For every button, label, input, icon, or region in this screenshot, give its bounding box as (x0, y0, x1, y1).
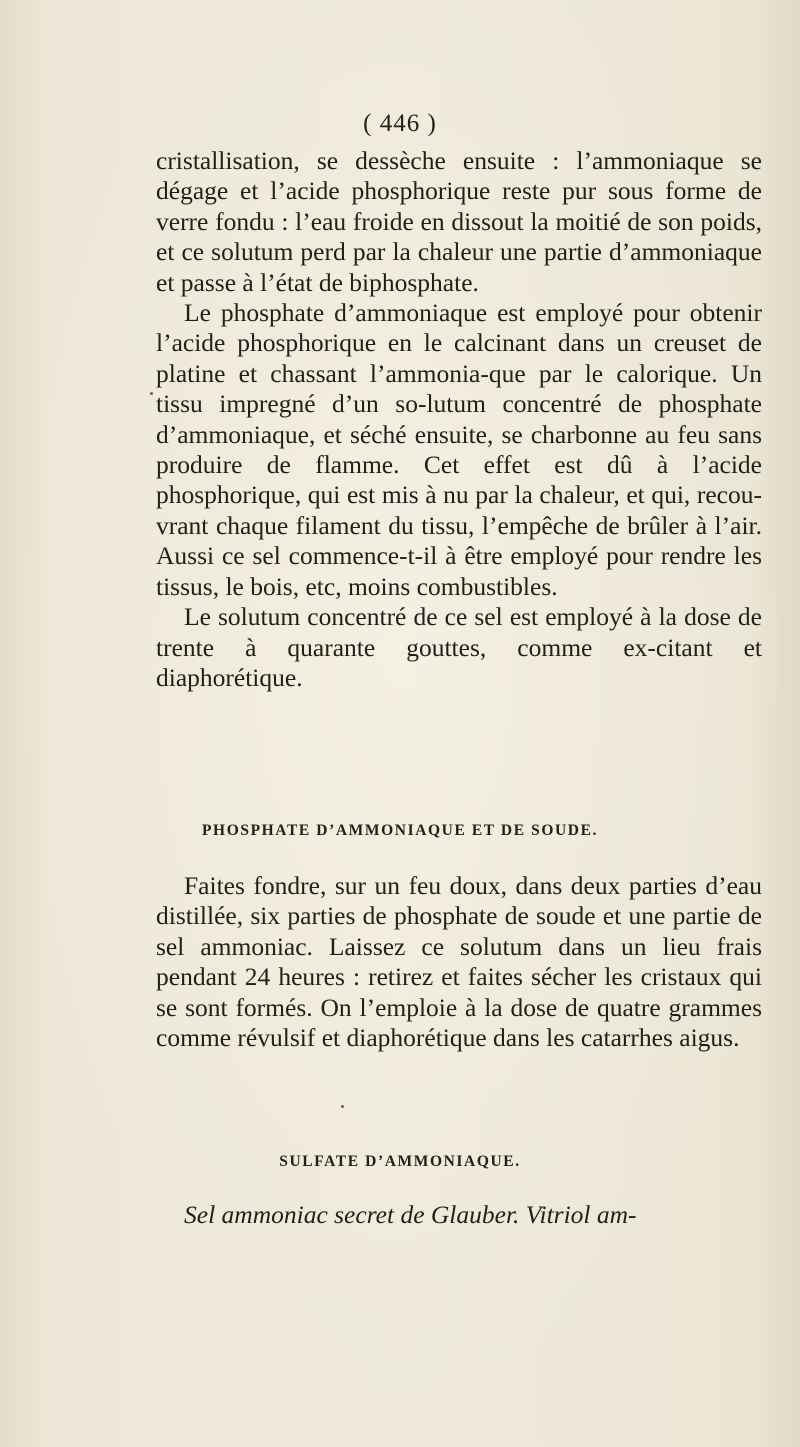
section-heading-phosphate-soude: PHOSPHATE D’AMMONIAQUE ET DE SOUDE. (201, 822, 599, 839)
paragraph-ammonium-phosphate-properties: cristallisation, se dessèche ensuite : l’ammoniaque se dégage et l’acide phosphorique reste pur sous forme de verre fondu : l’eau froide en dissout la moitié de son poids, et ce solutum perd par la chaleur une partie d’ammoniaque et passe à l’état de biphosphate. (156, 146, 762, 297)
paragraph-ammonium-phosphate-dose: Le solutum concentré de ce sel est employé à la dose de trente à quarante gouttes, comme ex-citant et diaphorétique. (156, 602, 762, 692)
text-block-top (156, 146, 762, 693)
text-block-bottom (156, 1200, 762, 1230)
ink-speck (150, 392, 153, 395)
page-number: ( 446 ) (363, 110, 437, 137)
paragraph-ammonium-phosphate-uses: Le phosphate d’ammoniaque est employé pour obtenir l’acide phosphorique en le calcinant dans un creuset de platine et chassant l’ammonia-que par le calorique. Un tissu impregné d’un so-lutum concentré de phosphate d’ammoniaque, et séché ensuite, se charbonne au feu sans produire de flamme. Cet effet est dû à l’acide phosphorique, qui est mis à nu par la chaleur, et qui, recou-vrant chaque filament du tissu, l’empêche de brûler à l’air. Aussi ce sel commence-t-il à être employé pour rendre les tissus, le bois, etc, moins combustibles. (156, 298, 762, 601)
text-block-middle (156, 871, 762, 1053)
ink-speck (341, 1105, 344, 1108)
paragraph-phosphate-soude-preparation: Faites fondre, sur un feu doux, dans deux parties d’eau distillée, six parties de phosphate de soude et une partie de sel ammoniac. Laissez ce solutum dans un lieu frais pendant 24 heures : retirez et faites sécher les cristaux qui se sont formés. On l’emploie à la dose de quatre grammes comme révulsif et diaphorétique dans les catarrhes aigus. (156, 871, 762, 1053)
section-heading-sulfate: SULFATE D’AMMONIAQUE. (279, 1153, 521, 1170)
paragraph-sulfate-synonyms: Sel ammoniac secret de Glauber. Vitriol am- (184, 1200, 637, 1229)
